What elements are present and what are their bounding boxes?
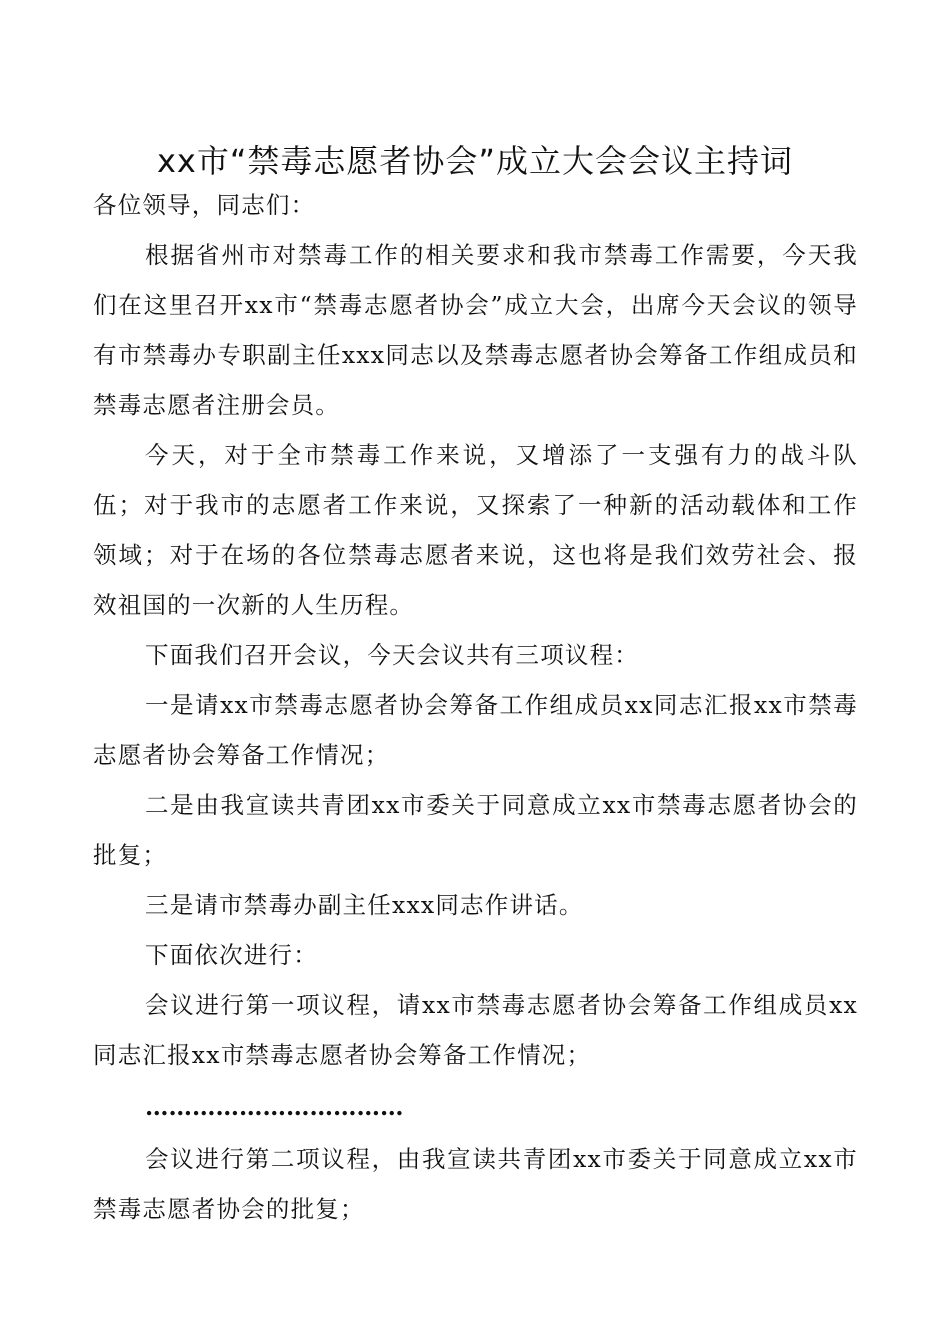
agenda-item-2: 二是由我宣读共青团xx市委关于同意成立xx市禁毒志愿者协会的批复； — [93, 791, 858, 869]
paragraph-first-item: 会议进行第一项议程，请xx市禁毒志愿者协会筹备工作组成员xx同志汇报xx市禁毒志愿者协会筹备工作情况； — [93, 991, 858, 1069]
document-body — [93, 180, 858, 1234]
paragraph-intro: 根据省州市对禁毒工作的相关要求和我市禁毒工作需要，今天我们在这里召开xx市“禁毒志愿者协会”成立大会，出席今天会议的领导有市禁毒办专职副主任xxx同志以及禁毒志愿者协会筹备工作组成员和禁毒志愿者注册会员。 — [93, 241, 858, 419]
salutation: 各位领导，同志们： — [93, 191, 316, 219]
paragraph-agenda-intro: 下面我们召开会议，今天会议共有三项议程： — [145, 641, 639, 669]
document-title: xx市“禁毒志愿者协会”成立大会会议主持词 — [156, 142, 794, 180]
agenda-item-3: 三是请市禁毒办副主任xxx同志作讲话。 — [145, 891, 584, 919]
paragraph-proceed: 下面依次进行： — [145, 941, 318, 969]
ellipsis-separator: …………………………… — [145, 1093, 404, 1121]
paragraph-significance: 今天，对于全市禁毒工作来说，又增添了一支强有力的战斗队伍；对于我市的志愿者工作来说，又探索了一种新的活动载体和工作领域；对于在场的各位禁毒志愿者来说，这也将是我们效劳社会、报效祖国的一次新的人生历程。 — [93, 441, 858, 619]
agenda-item-1: 一是请xx市禁毒志愿者协会筹备工作组成员xx同志汇报xx市禁毒志愿者协会筹备工作情况； — [93, 691, 858, 769]
paragraph-second-item: 会议进行第二项议程，由我宣读共青团xx市委关于同意成立xx市禁毒志愿者协会的批复； — [93, 1145, 858, 1223]
